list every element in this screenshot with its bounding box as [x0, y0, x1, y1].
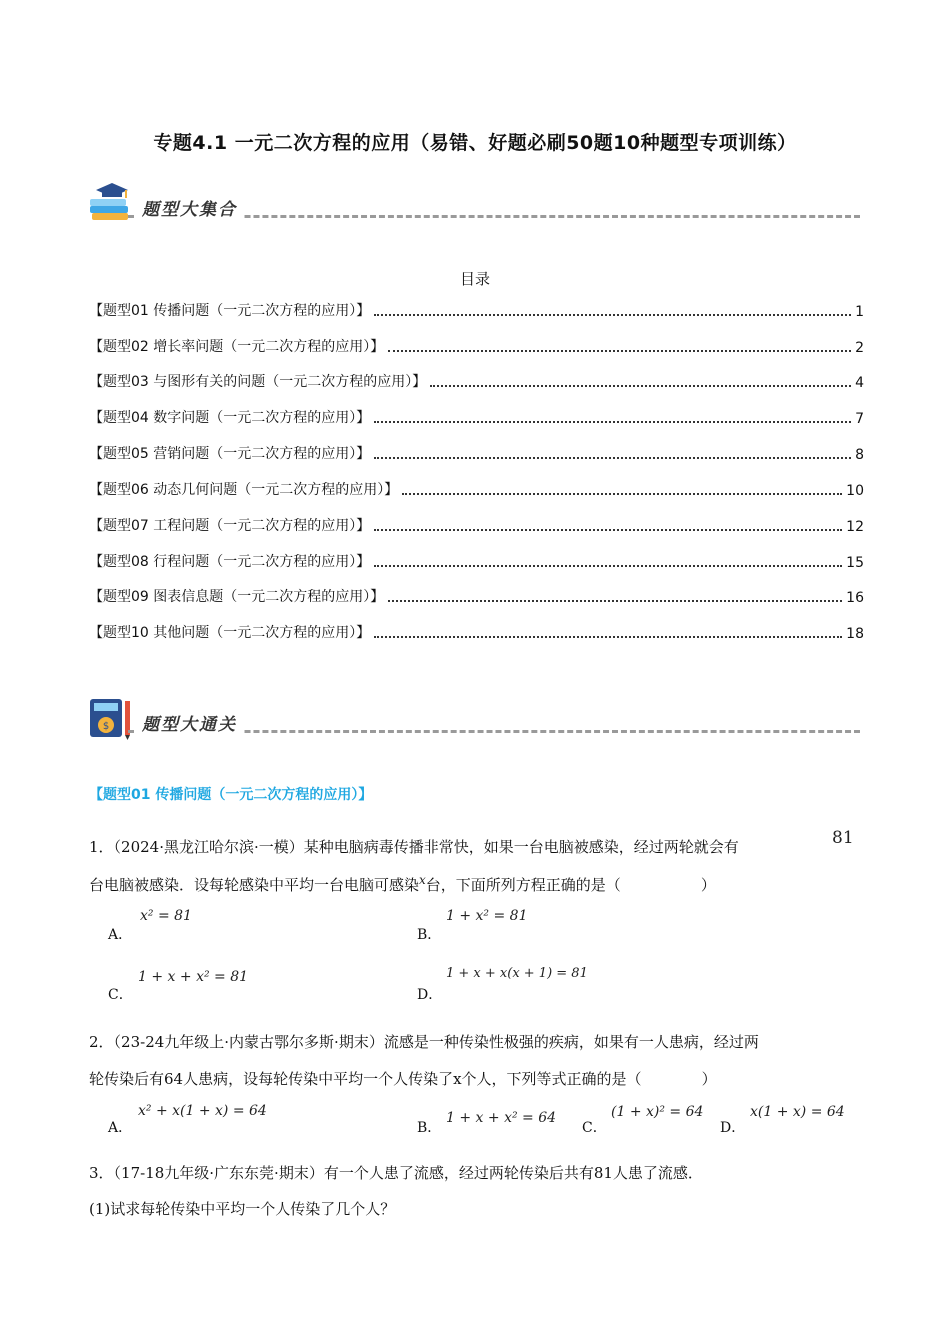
books-graduation-icon [88, 180, 132, 224]
question-1-number: 81 [832, 828, 854, 848]
option-a-expression: x² = 81 [140, 908, 192, 924]
section-banner-practice [88, 695, 860, 745]
option-d[interactable]: D． [720, 1120, 746, 1136]
toc-item[interactable]: 【题型03 与图形有关的问题（一元二次方程的应用）】 4 [89, 374, 864, 391]
option-b[interactable]: B． [417, 927, 442, 943]
toc-item[interactable]: 【题型06 动态几何问题（一元二次方程的应用）】 10 [89, 482, 864, 499]
toc-heading: 目录 [459, 270, 490, 288]
toc-item[interactable]: 【题型02 增长率问题（一元二次方程的应用）】 2 [89, 339, 864, 356]
option-d[interactable]: D． [417, 987, 443, 1003]
option-c-expression: (1 + x)² = 64 [611, 1104, 704, 1120]
option-b-expression: 1 + x² = 81 [446, 908, 528, 924]
option-b[interactable]: B． [417, 1120, 442, 1136]
toc-item[interactable]: 【题型09 图表信息题（一元二次方程的应用）】 16 [89, 589, 864, 606]
question-3-line-1: 3．（17-18九年级·广东东莞·期末）有一个人患了流感，经过两轮传染后共有81人患了流感． [89, 1164, 703, 1182]
question-2-line-1: 2．（23-24九年级上·内蒙古鄂尔多斯·期末）流感是一种传染性极强的疾病，如果有一人患病，经过两 [89, 1033, 759, 1051]
toc-item[interactable]: 【题型07 工程问题（一元二次方程的应用）】 12 [89, 518, 864, 535]
option-a[interactable]: A． [108, 927, 133, 943]
toc-item[interactable]: 【题型10 其他问题（一元二次方程的应用）】 18 [89, 625, 864, 642]
question-2-line-2: 轮传染后有64人患病，设每轮传染中平均一个人传染了x个人，下列等式正确的是（ ） [89, 1070, 717, 1088]
option-c-expression: 1 + x + x² = 81 [138, 969, 249, 985]
option-a[interactable]: A． [108, 1120, 133, 1136]
toc-item[interactable]: 【题型08 行程问题（一元二次方程的应用）】 15 [89, 554, 864, 571]
page-title: 专题4.1 一元二次方程的应用（易错、好题必刷50题10种题型专项训练） [153, 132, 797, 154]
svg-text:$: $ [102, 721, 110, 732]
toc-item[interactable]: 【题型05 营销问题（一元二次方程的应用）】 8 [89, 446, 864, 463]
question-1-line-2: 台电脑被感染．设每轮感染中平均一台电脑可感染$^x$台，下面所列方程正确的是（ ） [89, 873, 716, 894]
option-c[interactable]: C． [108, 987, 133, 1003]
question-3-line-2: (1)试求每轮传染中平均一个人传染了几个人？ [89, 1200, 396, 1218]
question-type-heading: 【题型01 传播问题（一元二次方程的应用）】 [89, 787, 373, 803]
toc-item[interactable]: 【题型01 传播问题（一元二次方程的应用）】 1 [89, 303, 864, 320]
question-1-line-1: 1．（2024·黑龙江哈尔滨·一模）某种电脑病毒传播非常快，如果一台电脑被感染，经过两轮就会有 [89, 838, 739, 856]
banner-label: 题型大集合 [136, 195, 243, 220]
section-banner-collection [88, 180, 860, 230]
toc-item[interactable]: 【题型04 数字问题（一元二次方程的应用）】 7 [89, 410, 864, 427]
option-a-expression: x² + x(1 + x) = 64 [138, 1103, 267, 1119]
option-d-expression: x(1 + x) = 64 [750, 1104, 845, 1120]
option-d-expression: 1 + x + x(x + 1) = 81 [446, 966, 588, 981]
banner-label: 题型大通关 [136, 710, 243, 735]
calculator-coin-icon [88, 695, 132, 741]
option-b-expression: 1 + x + x² = 64 [446, 1110, 557, 1126]
option-c[interactable]: C． [582, 1120, 607, 1136]
